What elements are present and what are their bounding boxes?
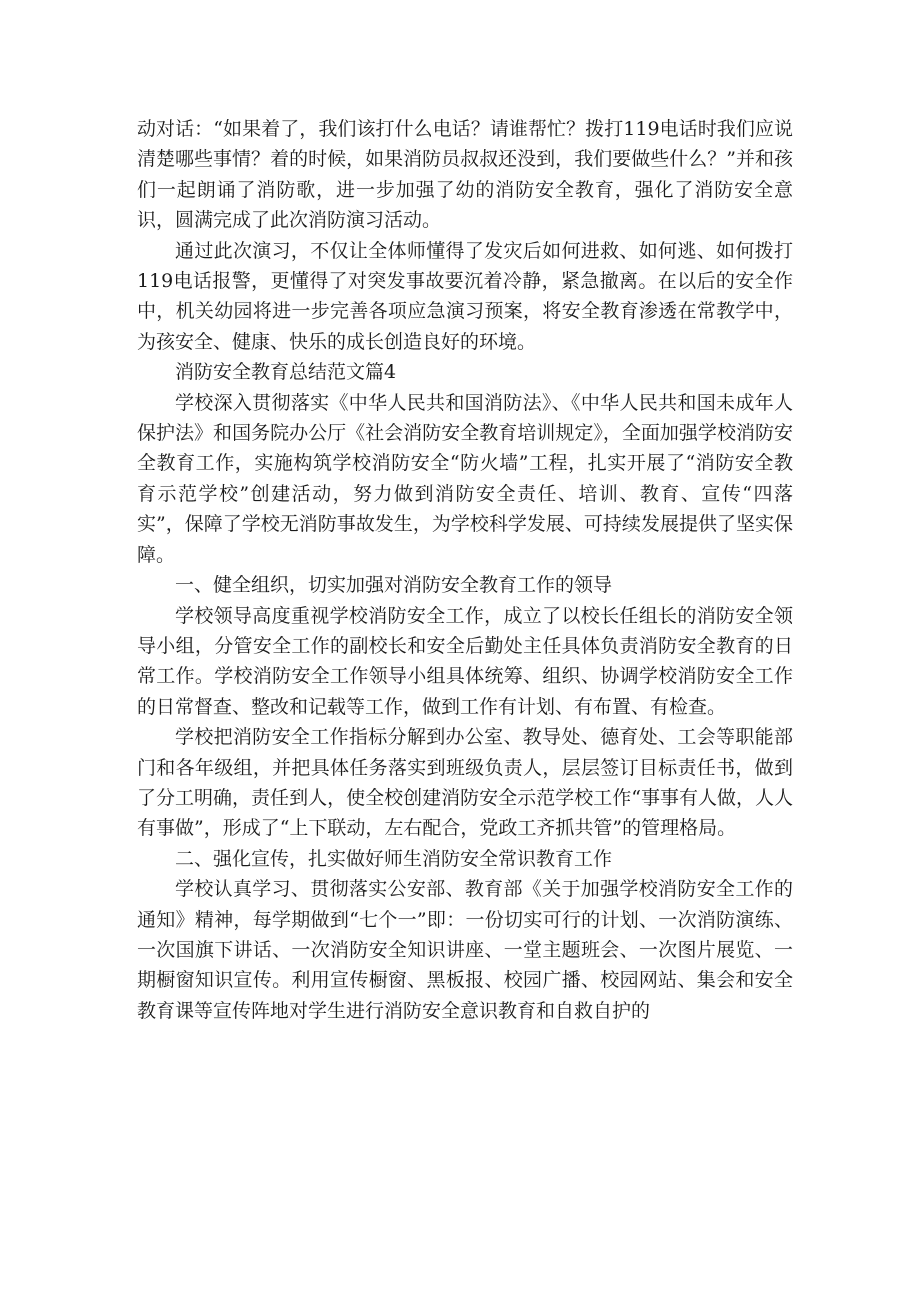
paragraph-drill-summary: 通过此次演习，不仅让全体师懂得了发灾后如何进救、如何逃、如何拨打119电话报警，更懂得了对突发事故要沉着冷静，紧急撤离。在以后的安全作中，机关幼园将进一步完善各项应急演习预案，将安全教育渗透在常教学中，为孩安全、健康、快乐的成长创造良好的环境。 [137,239,793,353]
paragraph-publicity: 学校认真学习、贯彻落实公安部、教育部《关于加强学校消防安全工作的通知》精神，每学期做到“七个一”即：一份切实可行的计划、一次消防演练、一次国旗下讲话、一次消防安全知识讲座、一堂主题班会、一次图片展览、一期橱窗知识宣传。利用宣传橱窗、黑板报、校园广播、校园网站、集会和安全教育课等宣传阵地对学生进行消防安全意识教育和自救自护的 [137,878,793,1022]
subheading-publicity: 二、强化宣传，扎实做好师生消防安全常识教育工作 [175,847,613,870]
paragraph-continuation: 动对话：“如果着了，我们该打什么电话？请谁帮忙？拨打119电话时我们应说清楚哪些事情？着的时候，如果消防员叔叔还没到，我们要做些什么？”并和孩们一起朗诵了消防歌，进一步加强了幼的消防安全教育，强化了消防安全意识，圆满完成了此次消防演习活动。 [137,118,793,232]
paragraph-responsibility: 学校把消防安全工作指标分解到办公室、教导处、德育处、工会等职能部门和各年级组，并把具体任务落实到班级负责人，层层签订目标责任书，做到了分工明确，责任到人，使全校创建消防安全示范学校工作“事事有人做，人人有事做”，形成了“上下联动，左右配合，党政工齐抓共管”的管理格局。 [137,726,793,840]
subheading-organization: 一、健全组织，切实加强对消防安全教育工作的领导 [175,574,613,597]
paragraph-intro: 学校深入贯彻落实《中华人民共和国消防法》、《中华人民共和国未成年人保护法》和国务院办公厅《社会消防安全教育培训规定》，全面加强学校消防安全教育工作，实施构筑学校消防安全“防火墙”工程，扎实开展了“消防安全教育示范学校”创建活动，努力做到消防安全责任、培训、教育、宣传“四落实”，保障了学校无消防事故发生，为学校科学发展、可持续发展提供了坚实保障。 [137,391,793,566]
paragraph-leadership: 学校领导高度重视学校消防安全工作，成立了以校长任组长的消防安全领导小组，分管安全工作的副校长和安全后勤处主任具体负责消防安全教育的日常工作。学校消防安全工作领导小组具体统筹、组织、协调学校消防安全工作的日常督查、整改和记载等工作，做到工作有计划、有布置、有检查。 [137,604,793,718]
section-title: 消防安全教育总结范文篇4 [175,361,397,384]
document-body [137,114,793,1026]
